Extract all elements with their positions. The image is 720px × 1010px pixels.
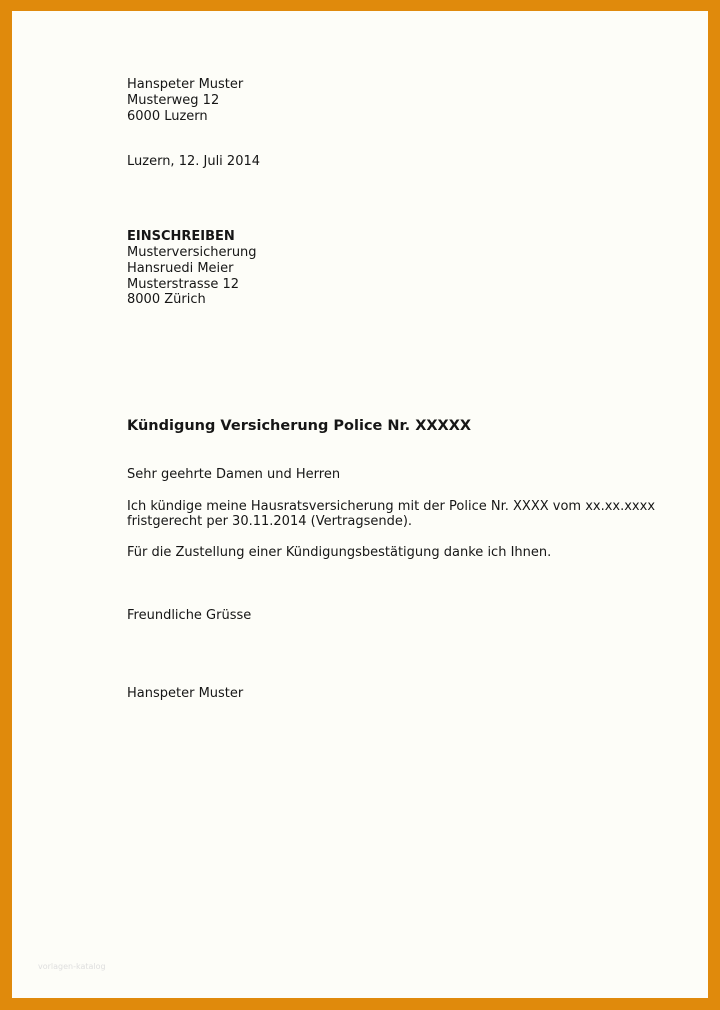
recipient-street: Musterstrasse 12 (127, 277, 240, 292)
body-paragraph-1-line-2: fristgerecht per 30.11.2014 (Vertragsende). (127, 514, 413, 529)
sender-street: Musterweg 12 (127, 93, 220, 108)
salutation: Sehr geehrte Damen und Herren (127, 467, 341, 482)
recipient-city: 8000 Zürich (127, 292, 206, 307)
signature: Hanspeter Muster (127, 686, 244, 701)
date-line: Luzern, 12. Juli 2014 (127, 154, 261, 169)
sender-city: 6000 Luzern (127, 109, 208, 124)
sender-name: Hanspeter Muster (127, 77, 244, 92)
letter-page (12, 11, 708, 998)
recipient-contact: Hansruedi Meier (127, 261, 234, 276)
body-paragraph-2: Für die Zustellung einer Kündigungsbestätigung danke ich Ihnen. (127, 545, 552, 560)
closing: Freundliche Grüsse (127, 608, 252, 623)
recipient-delivery-type: EINSCHREIBEN (127, 229, 235, 244)
body-paragraph-1-line-1: Ich kündige meine Hausratsversicherung mit der Police Nr. XXXX vom xx.xx.xxxx (127, 499, 656, 514)
watermark-text: vorlagen-katalog (38, 962, 106, 971)
letter-subject: Kündigung Versicherung Police Nr. XXXXX (127, 418, 472, 434)
recipient-company: Musterversicherung (127, 245, 257, 260)
